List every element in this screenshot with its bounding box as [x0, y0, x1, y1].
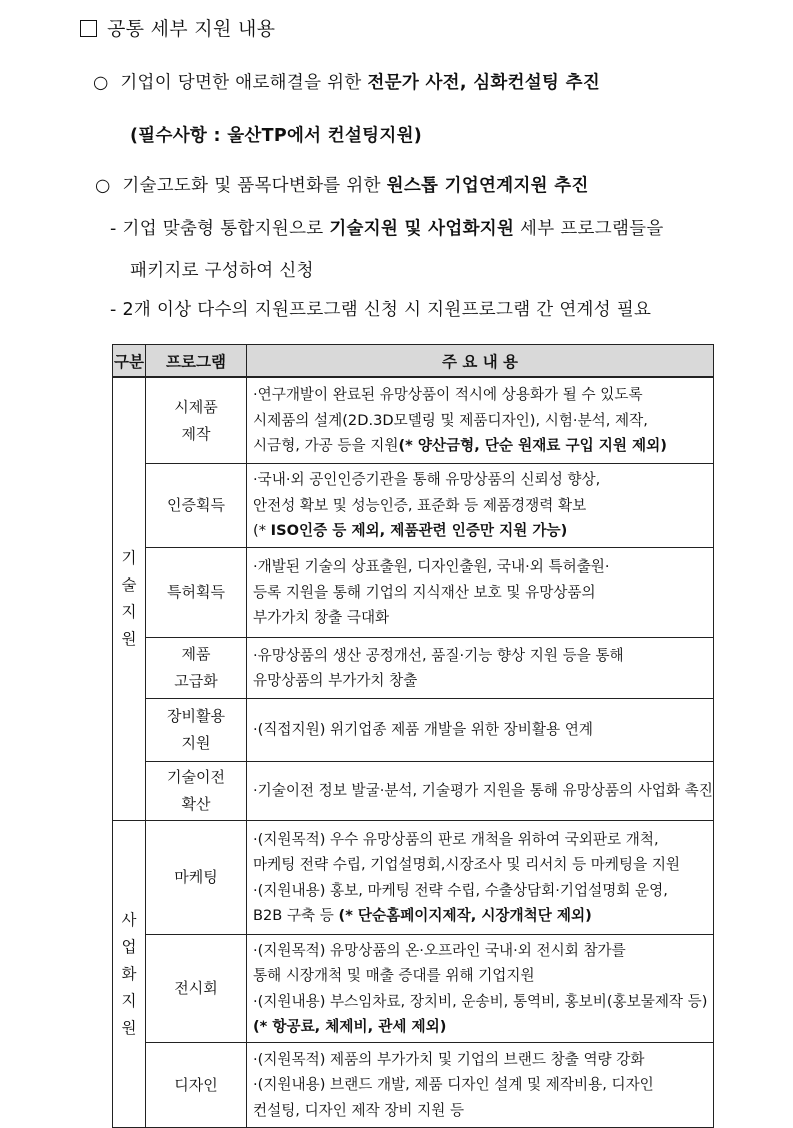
emphasis-note: (* 항공료, 체제비, 관세 제외): [253, 1018, 447, 1035]
description-line: 컨설팅, 디자인 제작 장비 지원 등: [253, 1101, 465, 1119]
description-line: ·(직접지원) 위기업종 제품 개발을 위한 장비활용 연계: [253, 721, 593, 739]
category-char: 원: [121, 630, 137, 648]
description-line: ·국내·외 공인인증기관을 통해 유망상품의 신뢰성 향상,: [253, 471, 601, 489]
header-program: 프로그램: [146, 345, 247, 378]
category-char: 화: [121, 964, 137, 983]
category-char: 업: [121, 937, 137, 956]
category-char: 술: [121, 576, 137, 594]
category-char: 원: [121, 1018, 137, 1037]
program-name-line: 제작: [181, 424, 211, 443]
emphasis-note: ISO인증 등 제외, 제품관련 인증만 지원 가능): [270, 522, 568, 540]
program-description-cell: [247, 1043, 714, 1128]
program-name-cell: [146, 464, 247, 548]
table-row: [113, 464, 714, 548]
program-name-cell: [146, 762, 247, 821]
program-name-line: 지원: [181, 734, 211, 752]
description-line: ·(지원내용) 부스임차료, 장치비, 운송비, 통역비, 홍보비(홍보물제작 등): [253, 992, 708, 1010]
table-row: [113, 699, 714, 762]
program-name-line: 디자인: [174, 1075, 218, 1094]
description-line: ·개발된 기술의 상표출원, 디자인출원, 국내·외 특허출원·: [253, 558, 610, 576]
program-table: [112, 344, 714, 1128]
program-name-line: 특허획득: [167, 583, 225, 601]
checkbox-square-icon: [80, 20, 97, 37]
description-line: ·(지원목적) 유망상품의 온·오프라인 국내·외 전시회 참가를: [253, 941, 626, 959]
description-line: ·(지원내용) 홍보, 마케팅 전략 수립, 수출상담회·기업설명회 운영,: [253, 881, 668, 899]
description-line: 마케팅 전략 수립, 기업설명회,시장조사 및 리서치 등 마케팅을 지원: [253, 856, 681, 873]
program-name-line: 마케팅: [174, 868, 218, 886]
program-name-line: 기술이전: [167, 768, 225, 786]
program-name-cell: [146, 638, 247, 699]
description-line: [253, 1014, 711, 1040]
description-line: 등록 지원을 통해 기업의 지식재산 보호 및 유망상품의: [253, 583, 596, 601]
description-line: ·연구개발이 완료된 유망상품이 적시에 상용화가 될 수 있도록: [253, 386, 643, 404]
program-name-line: 전시회: [174, 979, 218, 997]
category-char: 지: [121, 991, 137, 1010]
program-description-cell: [247, 935, 714, 1043]
description-line: (* ISO인증 등 제외, 제품관련 인증만 지원 가능): [253, 522, 568, 540]
table-row: [113, 762, 714, 821]
bullet-consulting: ○ 기업이 당면한 애로해결을 위한 전문가 사전, 심화컨설팅 추진: [93, 73, 601, 93]
description-line: 시제품의 설계(2D.3D모델링 및 제품디자인), 시험·분석, 제작,: [253, 411, 648, 429]
program-name-line: 인증획득: [167, 496, 225, 514]
dash-item-package-cont: 패키지로 구성하여 신청: [130, 261, 314, 281]
table-row: [113, 821, 714, 935]
program-description-cell: [247, 464, 714, 548]
header-category: 구분: [113, 345, 146, 378]
table-header-row: [113, 345, 714, 378]
program-description-cell: [247, 699, 714, 762]
category-char: 지: [121, 603, 137, 621]
dash-item-package: - 기업 맞춤형 통합지원으로 기술지원 및 사업화지원 세부 프로그램들을: [110, 219, 664, 239]
program-description-cell: [247, 762, 714, 821]
program-name-cell: [146, 548, 247, 638]
table-row: [113, 935, 714, 1043]
emphasis-note: (* 양산금형, 단순 원재료 구입 지원 제외): [398, 437, 667, 455]
category-cell: [113, 821, 146, 1128]
description-line: 안전성 확보 및 성능인증, 표준화 등 제품경쟁력 확보: [253, 496, 587, 514]
description-line: 유망상품의 부가가치 창출: [253, 672, 418, 689]
description-line: ·(지원내용) 브랜드 개발, 제품 디자인 설계 및 제작비용, 디자인: [253, 1076, 654, 1094]
table-row: [113, 638, 714, 699]
program-name-cell: [146, 377, 247, 464]
circle-bullet-icon: ○: [93, 73, 109, 93]
description-line: ·기술이전 정보 발굴·분석, 기술평가 지원을 통해 유망상품의 사업화 촉진: [253, 782, 713, 800]
description-line: 통해 시장개척 및 매출 증대를 위해 기업지원: [253, 967, 535, 984]
program-name-line: 시제품: [174, 397, 218, 416]
program-name-cell: [146, 821, 247, 935]
section-title: 공통 세부 지원 내용: [80, 14, 275, 41]
program-name-line: 고급화: [174, 672, 218, 690]
table-row: [113, 548, 714, 638]
bullet-onestop: ○ 기술고도화 및 품목다변화를 위한 원스톱 기업연계지원 추진: [95, 176, 589, 196]
description-line: ·유망상품의 생산 공정개선, 품질·기능 향상 지원 등을 통해: [253, 646, 624, 664]
description-line: ·(지원목적) 제품의 부가가치 및 기업의 브랜드 창출 역량 강화: [253, 1050, 645, 1068]
category-char: 기: [121, 549, 137, 567]
table-row: [113, 377, 714, 464]
table-row: [113, 1043, 714, 1128]
description-line: 부가가치 창출 극대화: [253, 609, 390, 627]
program-name-cell: [146, 1043, 247, 1128]
header-content: 주 요 내 용: [247, 345, 714, 378]
category-char: 사: [121, 910, 137, 929]
description-line: 시금형, 가공 등을 지원(* 양산금형, 단순 원재료 구입 지원 제외): [253, 437, 667, 455]
program-description-cell: [247, 821, 714, 935]
program-name-line: 제품: [181, 645, 211, 663]
program-description-cell: [247, 638, 714, 699]
circle-bullet-icon: ○: [95, 176, 111, 196]
program-name-cell: [146, 935, 247, 1043]
dash-item-linkage: - 2개 이상 다수의 지원프로그램 신청 시 지원프로그램 간 연계성 필요: [110, 300, 652, 320]
description-line: ·(지원목적) 우수 유망상품의 판로 개척을 위하여 국외판로 개척,: [253, 830, 659, 848]
program-name-line: 장비활용: [167, 707, 225, 725]
program-name-cell: [146, 699, 247, 762]
bullet-note: (필수사항 : 울산TP에서 컨설팅지원): [130, 126, 423, 146]
program-name-line: 확산: [181, 795, 211, 813]
emphasis-note: (* 단순홈페이지제작, 시장개척단 제외): [338, 907, 592, 924]
program-description-cell: [247, 548, 714, 638]
category-cell: [113, 377, 146, 821]
description-line: B2B 구축 등 (* 단순홈페이지제작, 시장개척단 제외): [253, 907, 592, 924]
program-description-cell: [247, 377, 714, 464]
